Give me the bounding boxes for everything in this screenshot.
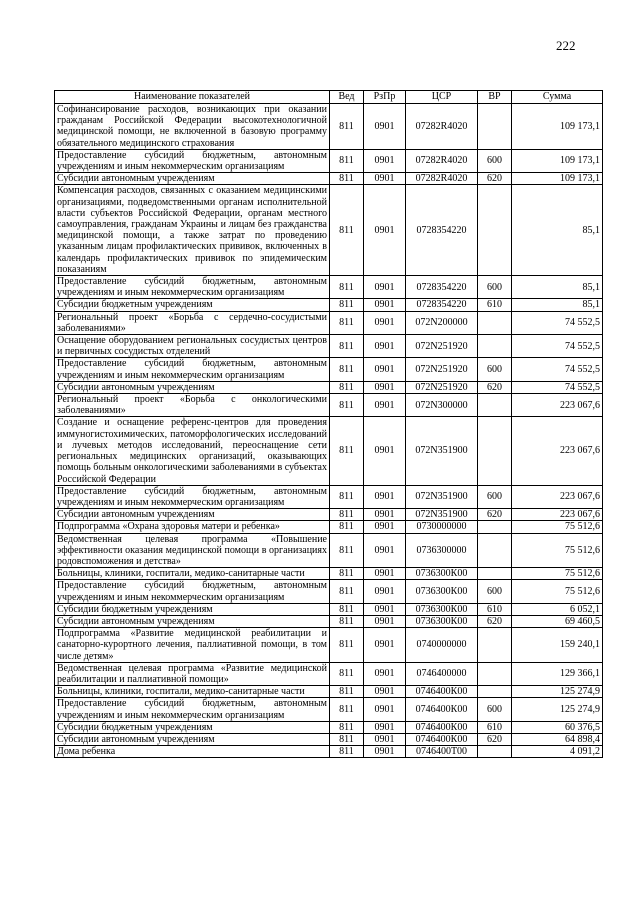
row-vr: 600 [478,276,512,299]
table-row [55,509,603,521]
table-row [55,485,603,508]
row-ved: 811 [330,615,364,627]
row-vr [478,746,512,758]
row-rzpr: 0901 [364,662,406,685]
row-rzpr: 0901 [364,509,406,521]
row-csr: 07282R4020 [406,104,478,150]
row-vr [478,628,512,663]
row-name: Ведомственная целевая программа «Повышение эффективности оказания медицинской помощи в организациях родовспоможения и детства» [55,533,330,568]
row-name: Субсидии автономным учреждениям [55,173,330,185]
row-rzpr: 0901 [364,698,406,721]
row-sum: 223 067,6 [512,509,603,521]
row-ved: 811 [330,417,364,485]
row-csr: 07282R4020 [406,173,478,185]
row-name: Софинансирование расходов, возникающих при оказании гражданам Российской Федерации высокотехнологичной медицинской помощи, не включенной в базовую программу обязательного медицинского страхования [55,104,330,150]
row-csr: 072N251920 [406,358,478,381]
row-ved: 811 [330,521,364,533]
row-ved: 811 [330,185,364,276]
row-ved: 811 [330,686,364,698]
row-name: Подпрограмма «Развитие медицинской реабилитации и санаторно-курортного лечения, паллиативной помощи, в том числе детям» [55,628,330,663]
row-ved: 811 [330,173,364,185]
row-sum: 223 067,6 [512,394,603,417]
row-vr: 610 [478,299,512,311]
row-sum: 109 173,1 [512,173,603,185]
row-vr: 600 [478,698,512,721]
table-row [55,746,603,758]
row-csr: 0736300К00 [406,615,478,627]
row-sum: 159 240,1 [512,628,603,663]
row-vr [478,394,512,417]
row-csr: 072N251920 [406,335,478,358]
row-csr: 0728354220 [406,276,478,299]
table-row [55,603,603,615]
row-ved: 811 [330,533,364,568]
row-ved: 811 [330,568,364,580]
row-rzpr: 0901 [364,104,406,150]
row-rzpr: 0901 [364,568,406,580]
row-sum: 109 173,1 [512,149,603,172]
row-rzpr: 0901 [364,149,406,172]
row-sum: 6 052,1 [512,603,603,615]
page-number: 222 [556,38,576,53]
row-rzpr: 0901 [364,173,406,185]
row-sum: 85,1 [512,276,603,299]
row-sum: 85,1 [512,185,603,276]
table-row [55,721,603,733]
row-name: Предоставление субсидий бюджетным, автономным учреждениям и иным некоммерческим организациям [55,358,330,381]
row-csr: 072N251920 [406,381,478,393]
table-row [55,381,603,393]
row-sum: 75 512,6 [512,580,603,603]
table-row [55,311,603,334]
budget-table [54,90,603,758]
table-row [55,149,603,172]
row-name: Предоставление субсидий бюджетным, автономным учреждениям и иным некоммерческим организациям [55,149,330,172]
row-csr: 072N351900 [406,417,478,485]
row-csr: 0736300К00 [406,580,478,603]
row-rzpr: 0901 [364,276,406,299]
row-vr [478,311,512,334]
row-sum: 75 512,6 [512,521,603,533]
row-sum: 74 552,5 [512,335,603,358]
row-vr: 620 [478,173,512,185]
row-ved: 811 [330,628,364,663]
row-name: Оснащение оборудованием региональных сосудистых центров и первичных сосудистых отделений [55,335,330,358]
row-ved: 811 [330,746,364,758]
row-sum: 60 376,5 [512,721,603,733]
row-csr: 0746400Т00 [406,746,478,758]
row-csr: 0728354220 [406,185,478,276]
row-name: Предоставление субсидий бюджетным, автономным учреждениям и иным некоммерческим организациям [55,580,330,603]
table-row [55,580,603,603]
row-name: Компенсация расходов, связанных с оказанием медицинскими организациями, подведомственными органам исполнительной власти субъектов Российской Федерации, органам местного самоуправления, гражданам Украины и лицам без гражданства медицинской помощи, а также затрат по проведению указанным лицам профилактических прививок, включенных в календарь профилактических прививок по эпидемическим показаниям [55,185,330,276]
row-vr: 620 [478,381,512,393]
table-row [55,733,603,745]
row-vr: 600 [478,580,512,603]
row-name: Региональный проект «Борьба с онкологическими заболеваниями» [55,394,330,417]
table-row [55,104,603,150]
row-name: Больницы, клиники, госпитали, медико-санитарные части [55,568,330,580]
row-sum: 75 512,6 [512,533,603,568]
row-ved: 811 [330,733,364,745]
table-row [55,173,603,185]
row-name: Ведомственная целевая программа «Развитие медицинской реабилитации и паллиативной помощи» [55,662,330,685]
row-sum: 223 067,6 [512,485,603,508]
row-vr: 610 [478,603,512,615]
row-name: Субсидии автономным учреждениям [55,615,330,627]
row-name: Дома ребенка [55,746,330,758]
row-csr: 07282R4020 [406,149,478,172]
row-ved: 811 [330,276,364,299]
table-row [55,521,603,533]
row-vr: 600 [478,358,512,381]
row-ved: 811 [330,358,364,381]
row-ved: 811 [330,381,364,393]
row-sum: 129 366,1 [512,662,603,685]
row-ved: 811 [330,335,364,358]
row-csr: 0746400К00 [406,733,478,745]
row-rzpr: 0901 [364,686,406,698]
table-row [55,299,603,311]
row-rzpr: 0901 [364,628,406,663]
row-rzpr: 0901 [364,603,406,615]
row-name: Подпрограмма «Охрана здоровья матери и ребенка» [55,521,330,533]
row-rzpr: 0901 [364,580,406,603]
row-name: Региональный проект «Борьба с сердечно-сосудистыми заболеваниями» [55,311,330,334]
row-ved: 811 [330,662,364,685]
row-csr: 072N351900 [406,485,478,508]
row-vr: 620 [478,509,512,521]
row-sum: 4 091,2 [512,746,603,758]
row-vr [478,104,512,150]
row-sum: 74 552,5 [512,311,603,334]
table-row [55,568,603,580]
row-csr: 072N300000 [406,394,478,417]
row-rzpr: 0901 [364,417,406,485]
row-csr: 0746400К00 [406,698,478,721]
table-row [55,358,603,381]
table-row [55,686,603,698]
row-vr: 600 [478,149,512,172]
row-rzpr: 0901 [364,358,406,381]
row-rzpr: 0901 [364,521,406,533]
row-csr: 072N351900 [406,509,478,521]
row-csr: 0746400000 [406,662,478,685]
row-vr: 620 [478,733,512,745]
row-csr: 0740000000 [406,628,478,663]
row-ved: 811 [330,299,364,311]
row-ved: 811 [330,580,364,603]
row-csr: 0746400К00 [406,686,478,698]
row-name: Создание и оснащение референс-центров для проведения иммуногистохимических, патоморфологических исследований и лучевых методов исследований, переоснащение сети региональных медицинских организаций, оказывающих помощь больным онкологическими заболеваниями в субъектах Российской Федерации [55,417,330,485]
table-header-row [55,91,603,104]
header-sum: Сумма [512,91,603,104]
row-name: Предоставление субсидий бюджетным, автономным учреждениям и иным некоммерческим организациям [55,485,330,508]
row-vr [478,335,512,358]
table-body [55,104,603,758]
row-rzpr: 0901 [364,533,406,568]
row-sum: 75 512,6 [512,568,603,580]
header-name: Наименование показателей [55,91,330,104]
row-rzpr: 0901 [364,185,406,276]
row-vr: 620 [478,615,512,627]
row-ved: 811 [330,311,364,334]
row-ved: 811 [330,394,364,417]
row-rzpr: 0901 [364,615,406,627]
header-rzpr: РзПр [364,91,406,104]
row-ved: 811 [330,104,364,150]
row-vr [478,185,512,276]
table-row [55,662,603,685]
table-row [55,615,603,627]
row-rzpr: 0901 [364,721,406,733]
header-vr: ВР [478,91,512,104]
row-vr: 600 [478,485,512,508]
row-csr: 072N200000 [406,311,478,334]
row-csr: 0736300К00 [406,603,478,615]
row-sum: 125 274,9 [512,686,603,698]
row-sum: 69 460,5 [512,615,603,627]
row-rzpr: 0901 [364,311,406,334]
row-name: Субсидии бюджетным учреждениям [55,603,330,615]
row-sum: 109 173,1 [512,104,603,150]
row-csr: 0736300К00 [406,568,478,580]
row-sum: 223 067,6 [512,417,603,485]
row-ved: 811 [330,603,364,615]
row-rzpr: 0901 [364,733,406,745]
row-rzpr: 0901 [364,299,406,311]
row-sum: 85,1 [512,299,603,311]
row-name: Субсидии бюджетным учреждениям [55,721,330,733]
row-name: Субсидии автономным учреждениям [55,381,330,393]
table-row [55,533,603,568]
row-rzpr: 0901 [364,746,406,758]
row-ved: 811 [330,149,364,172]
row-ved: 811 [330,509,364,521]
row-vr [478,662,512,685]
row-rzpr: 0901 [364,381,406,393]
row-vr [478,686,512,698]
row-ved: 811 [330,698,364,721]
row-name: Субсидии автономным учреждениям [55,733,330,745]
row-sum: 74 552,5 [512,358,603,381]
table-row [55,185,603,276]
table-row [55,276,603,299]
row-sum: 64 898,4 [512,733,603,745]
row-vr: 610 [478,721,512,733]
table-row [55,394,603,417]
row-csr: 0730000000 [406,521,478,533]
table-row [55,698,603,721]
row-csr: 0728354220 [406,299,478,311]
row-vr [478,521,512,533]
header-csr: ЦСР [406,91,478,104]
row-csr: 0736300000 [406,533,478,568]
row-rzpr: 0901 [364,394,406,417]
header-ved: Вед [330,91,364,104]
row-vr [478,417,512,485]
table-row [55,335,603,358]
row-rzpr: 0901 [364,335,406,358]
row-name: Субсидии автономным учреждениям [55,509,330,521]
row-name: Предоставление субсидий бюджетным, автономным учреждениям и иным некоммерческим организациям [55,698,330,721]
row-rzpr: 0901 [364,485,406,508]
row-name: Субсидии бюджетным учреждениям [55,299,330,311]
table-row [55,417,603,485]
row-sum: 125 274,9 [512,698,603,721]
row-name: Предоставление субсидий бюджетным, автономным учреждениям и иным некоммерческим организациям [55,276,330,299]
row-vr [478,533,512,568]
row-csr: 0746400К00 [406,721,478,733]
row-sum: 74 552,5 [512,381,603,393]
row-ved: 811 [330,721,364,733]
row-name: Больницы, клиники, госпитали, медико-санитарные части [55,686,330,698]
row-ved: 811 [330,485,364,508]
table-row [55,628,603,663]
row-vr [478,568,512,580]
